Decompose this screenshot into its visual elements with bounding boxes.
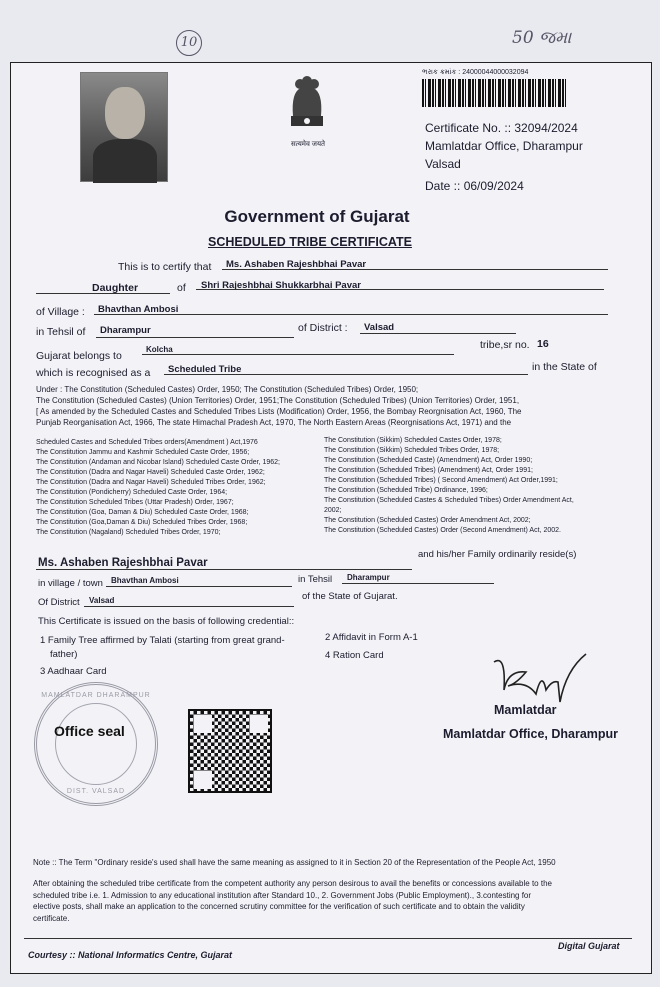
after-text (33, 878, 633, 924)
date-value: 06/09/2024 (463, 179, 524, 193)
order-right-item: The Constitution (Scheduled Caste) (Amendment) Act, Order 1990; (324, 457, 533, 464)
order-right-item: 2002; (324, 507, 342, 514)
order-left-item: The Constitution Jammu and Kashmir Scheduled Caste Order, 1956; (36, 449, 250, 456)
emblem-caption: सत्यमेव जयते (290, 141, 326, 148)
tribe-value: Kolcha (146, 345, 173, 354)
holder-photo (80, 72, 168, 182)
state-label: in the State of (532, 361, 597, 373)
order-right-item: The Constitution (Scheduled Tribes) (Amendment) Act, Order 1991; (324, 467, 533, 474)
tribe-sr-value: 16 (537, 338, 549, 350)
issue-date (425, 179, 524, 193)
order-left-item: The Constitution (Andaman and Nicobar Island) Scheduled Caste Order, 1962; (36, 459, 280, 466)
footer-digital: Digital Gujarat (558, 941, 620, 951)
after-text-2: scheduled tribe i.e. 1. Admission to any educational institution after Standard 10., 2. Government Jobs (Public Employment)., 3.contesting for (33, 890, 532, 900)
footer-divider (24, 938, 632, 939)
under-text-2: The Constitution (Scheduled Castes) (Union Territories) Order, 1951;The Constitution (Scheduled Tribes) (Union Territories) Order, 1951, (36, 396, 520, 405)
signatory-title: Mamlatdar (494, 703, 557, 717)
family-text: and his/her Family ordinarily reside(s) (418, 549, 577, 560)
order-left-item: The Constitution (Pondicherry) Scheduled Caste Order, 1964; (36, 489, 228, 496)
credential-item-4: 4 Ration Card (325, 650, 384, 661)
recognised-line (164, 361, 528, 375)
order-left-item: The Constitution (Goa, Daman & Diu) Scheduled Caste Order, 1968; (36, 509, 249, 516)
residence-village-line (106, 573, 292, 587)
father-name-line (196, 276, 604, 290)
holder-name-line (222, 256, 608, 270)
village-label: of Village : (36, 306, 85, 318)
tehsil-label: in Tehsil of (36, 326, 86, 338)
issuing-place: Valsad (425, 157, 461, 171)
order-right-item: The Constitution (Sikkim) Scheduled Tribes Order, 1978; (324, 447, 500, 454)
certificate-no-value: 32094/2024 (514, 121, 578, 135)
barcode (422, 79, 568, 107)
footer-courtesy: Courtesy :: National Informatics Centre, Gujarat (28, 950, 233, 960)
residence-district-label: Of District (38, 597, 80, 608)
credential-item-1b: father) (50, 649, 78, 660)
order-left-item: The Constitution (Goa,Daman & Diu) Scheduled Tribes Order, 1968; (36, 519, 248, 526)
residence-name-line (36, 554, 412, 570)
orders-right (324, 436, 614, 536)
seal-ring-top: MAMLATDAR DHARAMPUR (41, 692, 151, 699)
under-text-3: [ As amended by the Scheduled Castes and Scheduled Tribes Lists (Modification) Order, 1956, the Bombay Reorgnisation Act, 1960, The (36, 407, 522, 416)
certificate-title: SCHEDULED TRIBE CERTIFICATE (208, 235, 412, 249)
credentials-heading: This Certificate is issued on the basis of following credential:: (38, 616, 295, 627)
barcode-text: ભરાક ક્રમાંક : 24000044000032094 (422, 69, 529, 76)
emblem-icon (283, 72, 331, 136)
fee-note: 50 જમા (512, 28, 572, 48)
relation: Daughter (92, 282, 139, 294)
certificate-no-label: Certificate No. :: (425, 121, 512, 135)
order-right-item: The Constitution (Sikkim) Scheduled Castes Order, 1978; (324, 437, 502, 444)
signatory-office: Mamlatdar Office, Dharampur (443, 727, 619, 741)
seal-ring-bottom: DIST. VALSAD (66, 788, 126, 795)
after-text-4: certificate. (33, 913, 70, 923)
recognised-label: which is recognised as a (36, 367, 151, 379)
office-seal-stamp (34, 682, 158, 806)
under-text (36, 384, 608, 428)
after-text-3: elective posts, shall make an application to the concerned scrutiny committee for the verification of such certificate and to obtain the validity (33, 902, 525, 911)
orders-left (36, 438, 326, 538)
order-left-item: The Constitution (Dadra and Nagar Haveli) Scheduled Caste Order, 1962; (36, 469, 265, 476)
district-line (360, 320, 516, 334)
tehsil-line (96, 324, 294, 338)
order-right-item: The Constitution (Scheduled Castes & Scheduled Tribes) Order Amendment Act, (324, 497, 574, 504)
residence-tehsil-label: in Tehsil (298, 574, 333, 585)
credential-item-2: 2 Affidavit in Form A-1 (325, 632, 418, 643)
father-name: Shri Rajeshbhai Shukkarbhai Pavar (201, 280, 361, 291)
residence-tehsil-line (342, 570, 494, 584)
tribe-sr-label: tribe,sr no. (480, 339, 530, 351)
order-right-item: The Constitution (Scheduled Tribes) ( Second Amendment) Act Order,1991; (324, 477, 558, 484)
residence-district: Valsad (89, 596, 115, 605)
order-right-item: The Constitution (Scheduled Castes) Order Amendment Act, 2002; (324, 517, 531, 524)
signature-mark (486, 650, 596, 710)
relation-line (36, 280, 170, 294)
under-text-4: Punjab Reorganisation Act, 1966, The state Himachal Pradesh Act, 1970, The North Eastern Areas (Reorgnisations Act, 1971) and the (36, 418, 512, 427)
after-text-1: After obtaining the scheduled tribe certificate from the competent authority any person desirous to avail the benefits or concessions available to the (33, 879, 552, 888)
residence-name: Ms. Ashaben Rajeshbhai Pavar (38, 557, 208, 569)
order-left-item: The Constitution Scheduled Tribes (Uttar Pradesh) Order, 1967; (36, 499, 234, 506)
certificate-number (425, 121, 578, 135)
residence-tehsil: Dharampur (347, 573, 390, 582)
tehsil-value: Dharampur (100, 325, 151, 336)
recognised-value: Scheduled Tribe (168, 364, 242, 375)
village-line (94, 301, 608, 315)
qr-code (188, 709, 272, 793)
date-label: Date :: (425, 179, 461, 193)
circled-number: 10 (176, 30, 202, 56)
residence-village-label: in village / town (38, 578, 103, 589)
credential-item-3: 3 Aadhaar Card (40, 666, 107, 677)
order-left-item: The Constitution (Nagaland) Scheduled Tribes Order, 1970; (36, 529, 221, 536)
tribe-line (142, 341, 454, 355)
issuing-office: Mamlatdar Office, Dharampur (425, 139, 583, 153)
note-text: Note :: The Term "Ordinary reside's used shall have the same meaning as assigned to it in Section 20 of the Representation of the People Act, 1950 (33, 858, 556, 867)
district-label: of District : (298, 322, 348, 334)
government-title: Government of Gujarat (224, 207, 410, 226)
order-right-item: The Constitution (Scheduled Castes) Order (Second Amendment) Act, 2002. (324, 527, 561, 534)
order-left-item: Scheduled Castes and Scheduled Tribes orders(Amendment ) Act,1976 (36, 439, 258, 446)
residence-district-line (84, 593, 294, 607)
village-value: Bhavthan Ambosi (98, 304, 179, 315)
order-right-item: The Constitution (Scheduled Tribe) Ordinance, 1996; (324, 487, 488, 494)
residence-state-text: of the State of Gujarat. (302, 591, 398, 602)
certify-prefix: This is to certify that (118, 261, 212, 273)
order-left-item: The Constitution (Dadra and Nagar Haveli) Scheduled Tribes Order, 1962; (36, 479, 266, 486)
credential-item-1: 1 Family Tree affirmed by Talati (starting from great grand- (40, 635, 285, 646)
under-text-1: Under : The Constitution (Scheduled Castes) Order, 1950; The Constitution (Scheduled Tribes) Order, 1950; (36, 385, 419, 394)
residence-village: Bhavthan Ambosi (111, 576, 179, 585)
office-seal-label: Office seal (54, 723, 125, 739)
gujarat-label: Gujarat belongs to (36, 350, 122, 362)
holder-name: Ms. Ashaben Rajeshbhai Pavar (226, 259, 367, 270)
of-label: of (177, 282, 186, 294)
district-value: Valsad (364, 322, 395, 333)
